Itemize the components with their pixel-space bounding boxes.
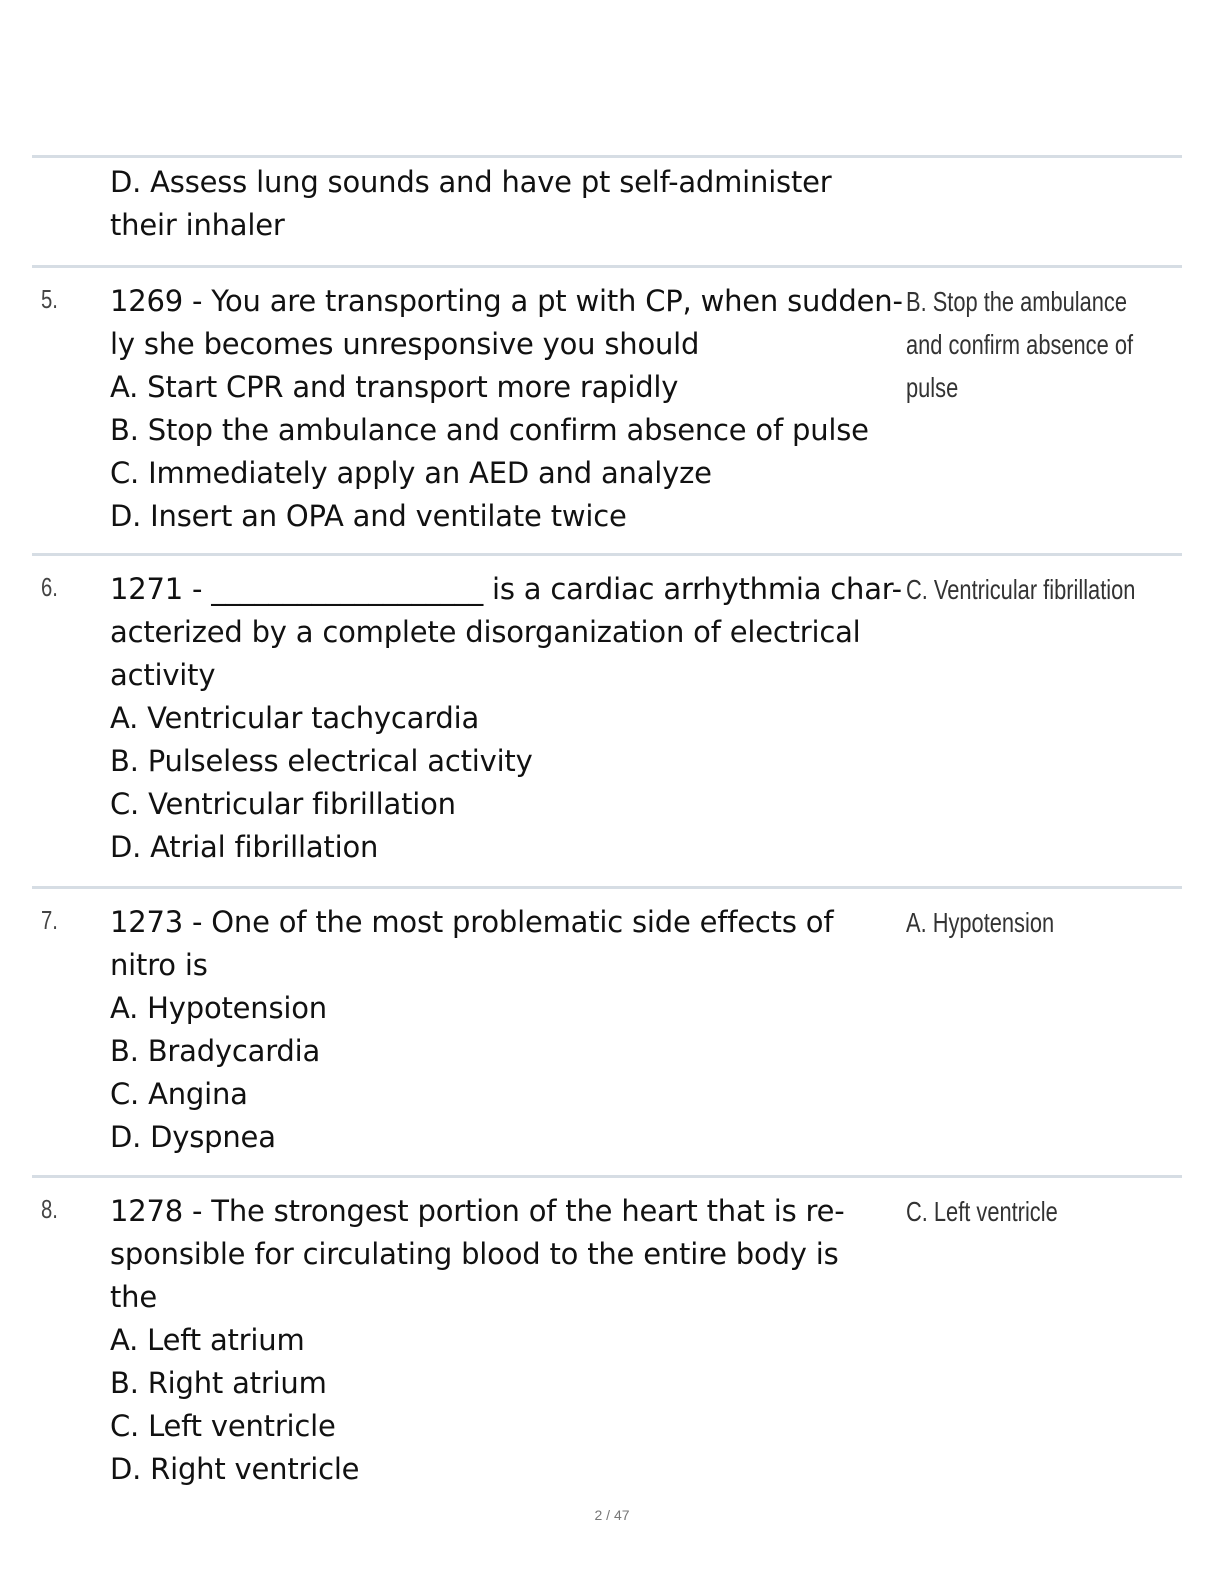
text-line: nitro is (110, 948, 208, 982)
answer-line: and confirm absence of (906, 329, 1134, 360)
text-line: their inhaler (110, 208, 285, 242)
option-c: C. Left ventricle (110, 1409, 336, 1443)
option-b: B. Pulseless electrical activity (110, 744, 533, 778)
question-text (110, 1190, 900, 1491)
question-number: 5. (41, 284, 58, 314)
text-line: ly she becomes unresponsive you should (110, 327, 700, 361)
question-text (110, 901, 900, 1159)
option-a: A. Ventricular tachycardia (110, 701, 480, 735)
text-line: sponsible for circulating blood to the entire body is (110, 1237, 839, 1271)
question-text (110, 280, 903, 538)
text-line: 1269 - You are transporting a pt with CP, when sudden- (110, 284, 903, 318)
question-row (32, 556, 1182, 886)
answer-line: A. Hypotension (906, 907, 1055, 938)
question-row (32, 1178, 1182, 1498)
text-line: 1278 - The strongest portion of the heart that is re- (110, 1194, 845, 1228)
text-line: the (110, 1280, 157, 1314)
answer-line: C. Left ventricle (906, 1196, 1058, 1227)
question-number: 6. (41, 572, 58, 602)
answer-line: B. Stop the ambulance (906, 286, 1127, 317)
option-d: D. Right ventricle (110, 1452, 360, 1486)
question-text (110, 568, 900, 869)
option-c: C. Ventricular fibrillation (110, 787, 456, 821)
page-indicator: 2 / 47 (594, 1507, 630, 1523)
answer (906, 901, 1163, 944)
option-c: C. Immediately apply an AED and analyze (110, 456, 712, 490)
option-d: D. Atrial fibrillation (110, 830, 379, 864)
continuation-row (32, 158, 1182, 265)
text-line: 1271 - ___________________ is a cardiac arrhythmia char- (110, 572, 902, 606)
continuation-text (110, 161, 900, 247)
text-line: activity (110, 658, 216, 692)
answer (906, 1190, 1163, 1233)
question-page (32, 155, 1182, 1498)
question-row (32, 268, 1182, 553)
option-c: C. Angina (110, 1077, 248, 1111)
answer (906, 568, 1163, 611)
question-row (32, 889, 1182, 1175)
option-d: D. Insert an OPA and ventilate twice (110, 499, 627, 533)
text-line: acterized by a complete disorganization of electrical (110, 615, 861, 649)
option-d: D. Dyspnea (110, 1120, 276, 1154)
option-b: B. Right atrium (110, 1366, 327, 1400)
answer-line: pulse (906, 372, 959, 403)
option-a: A. Hypotension (110, 991, 327, 1025)
option-a: A. Start CPR and transport more rapidly (110, 370, 679, 404)
text-line: 1273 - One of the most problematic side effects of (110, 905, 834, 939)
option-b: B. Bradycardia (110, 1034, 321, 1068)
question-number: 7. (41, 905, 58, 935)
option-a: A. Left atrium (110, 1323, 305, 1357)
option-b: B. Stop the ambulance and confirm absence of pulse (110, 413, 869, 447)
answer-line: C. Ventricular fibrillation (906, 574, 1136, 605)
answer (906, 280, 1163, 409)
question-number: 8. (41, 1194, 58, 1224)
text-line: D. Assess lung sounds and have pt self-administer (110, 165, 832, 199)
